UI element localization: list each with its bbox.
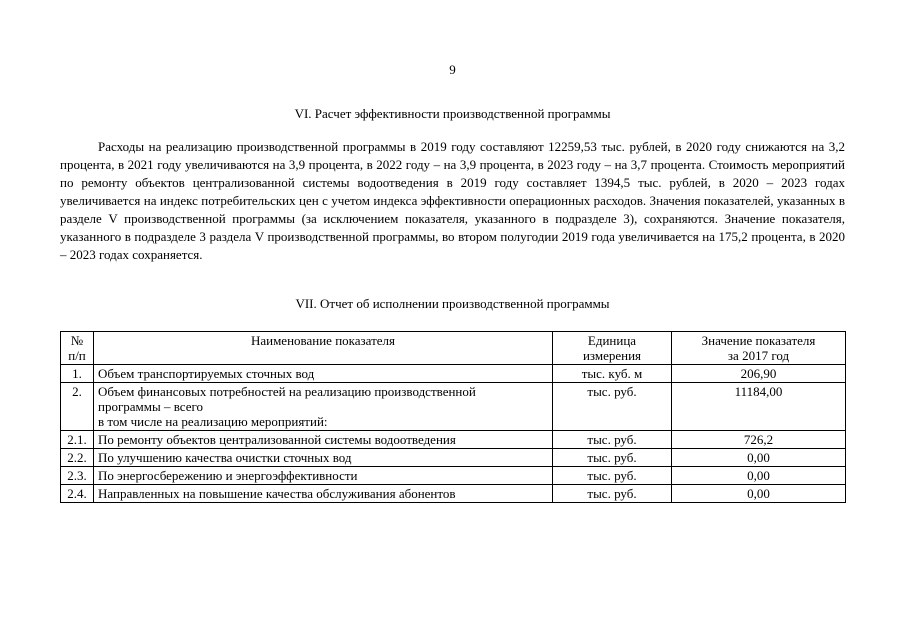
row-unit: тыс. руб. — [553, 431, 672, 449]
row-num: 2.1. — [61, 431, 94, 449]
table-row — [61, 485, 846, 503]
section-7-title: VII. Отчет об исполнении производственной программы — [295, 296, 610, 311]
row-num: 2.4. — [61, 485, 94, 503]
row-num: 2. — [61, 383, 94, 431]
row-num: 1. — [61, 365, 94, 383]
row-name: По улучшению качества очистки сточных вод — [94, 449, 553, 467]
header-num-line1: № — [70, 333, 84, 348]
table-row — [61, 365, 846, 383]
table-header-row — [61, 332, 846, 365]
row-name: Объем транспортируемых сточных вод — [94, 365, 553, 383]
table-row — [61, 431, 846, 449]
row-unit: тыс. куб. м — [553, 365, 672, 383]
row-unit: тыс. руб. — [553, 449, 672, 467]
row-name: По ремонту объектов централизованной системы водоотведения — [94, 431, 553, 449]
row-value: 11184,00 — [672, 383, 846, 431]
table-row — [61, 449, 846, 467]
row-name-line: в том числе на реализацию мероприятий: — [98, 414, 328, 429]
row-value: 0,00 — [672, 449, 846, 467]
row-name — [94, 383, 553, 431]
header-name: Наименование показателя — [94, 332, 553, 365]
row-name: По энергосбережению и энергоэффективности — [94, 467, 553, 485]
row-num: 2.3. — [61, 467, 94, 485]
row-value: 0,00 — [672, 485, 846, 503]
row-name: Направленных на повышение качества обслуживания абонентов — [94, 485, 553, 503]
row-name-line: программы – всего — [98, 399, 204, 414]
row-name-line: Объем финансовых потребностей на реализацию производственной — [98, 384, 476, 399]
row-value: 726,2 — [672, 431, 846, 449]
header-unit-line2: измерения — [582, 348, 642, 363]
header-value — [672, 332, 846, 365]
row-unit: тыс. руб. — [553, 383, 672, 431]
row-value: 0,00 — [672, 467, 846, 485]
header-num — [61, 332, 94, 365]
report-table — [60, 331, 846, 503]
header-unit — [553, 332, 672, 365]
section-6-title: VI. Расчет эффективности производственной программы — [294, 106, 611, 121]
header-value-line1: Значение показателя — [701, 333, 816, 348]
header-num-line2: п/п — [68, 348, 86, 363]
section-6-paragraph: Расходы на реализацию производственной программы в 2019 году составляют 12259,53 тыс. рублей, в 2020 году снижаются на 3,2 процента, в 2021 году увеличиваются на 3,9 процента, в 2022 году – на 3,9 процента, в 2023 году – на 3,7 процента. Стоимость мероприятий по ремонту объектов централизованной системы водоотведения в 2019 году составляет 1394,5 тыс. рублей, в 2020 – 2023 годах увеличивается на индекс потребительских цен с учетом индекса эффективности операционных расходов. Значения показателей, указанных в разделе V производственной программы (за исключением показателя, указанного в подразделе 3), сохраняются. Значение показателя, указанного в подразделе 3 раздела V производственной программы, во втором полугодии 2019 года увеличивается на 175,2 процента, в 2020 – 2023 годах сохраняется. — [60, 139, 845, 262]
table-row — [61, 383, 846, 431]
table-row — [61, 467, 846, 485]
header-value-line2: за 2017 год — [727, 348, 790, 363]
row-value: 206,90 — [672, 365, 846, 383]
header-unit-line1: Единица — [587, 333, 637, 348]
row-unit: тыс. руб. — [553, 467, 672, 485]
row-num: 2.2. — [61, 449, 94, 467]
row-unit: тыс. руб. — [553, 485, 672, 503]
page-number: 9 — [449, 62, 456, 77]
